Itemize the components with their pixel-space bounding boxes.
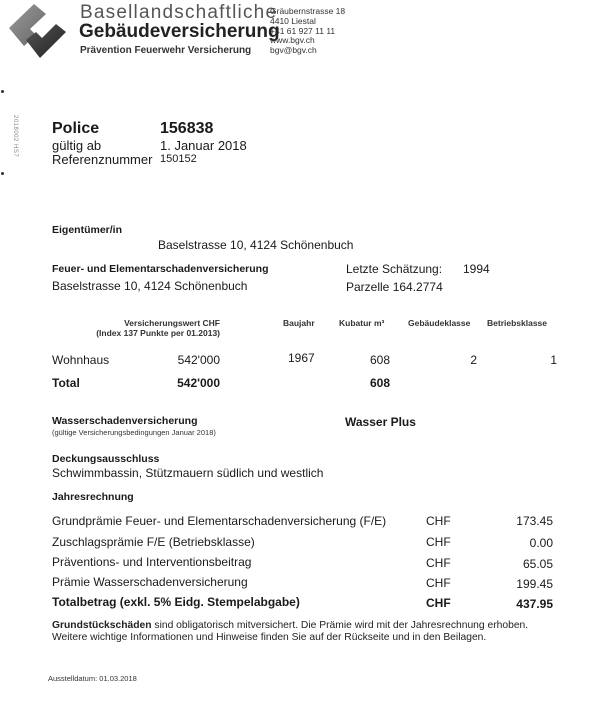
header-year: Baujahr (283, 318, 315, 328)
header-insured-value-line2: (Index 137 Punkte per 01.2013) (96, 328, 220, 338)
reference-label: Referenznummer (52, 152, 153, 167)
parcel-number: Parzelle 164.2774 (346, 280, 443, 294)
invoice-total-currency: CHF (426, 596, 451, 610)
exclusion-title: Deckungsausschluss (52, 453, 160, 465)
insured-value: 542'000 (177, 353, 220, 367)
header-cube: Kubatur m³ (339, 318, 385, 328)
owner-title: Eigentümer/in (52, 224, 123, 236)
invoice-item-label: Prämie Wasserschadenversicherung (52, 575, 248, 589)
last-estimate-label: Letzte Schätzung: (346, 262, 443, 276)
exclusion-text: Schwimmbassin, Stützmauern südlich und westlich (52, 466, 324, 480)
invoice-item-amount: 0.00 (529, 536, 553, 550)
address-street: Gräubernstrasse 18 (270, 6, 346, 16)
brand-name-line2: Gebäudeversicherung (79, 21, 280, 42)
invoice-item-currency: CHF (426, 514, 451, 528)
company-address (270, 7, 345, 56)
punch-mark-top (1, 90, 4, 93)
coverage-note-bold: Grundstückschäden (52, 620, 152, 631)
address-city: 4410 Liestal (270, 15, 316, 26)
police-label: Police (52, 120, 100, 137)
water-insurance-product: Wasser Plus (345, 415, 416, 429)
building-type: Wohnhaus (52, 353, 110, 367)
coverage-note-text: sind obligatorisch mitversichert. Die Prämie wird mit der Jahresrechnung erhoben. Weitere wichtige Informationen und Hinweise finden Sie auf der Rückseite und in den Beilagen. (52, 620, 529, 643)
water-insurance-subtitle: (gültige Versicherungsbedingungen Januar 2018) (52, 428, 216, 437)
bgv-logo-icon (6, 2, 68, 64)
brand-tagline: Prävention Feuerwehr Versicherung (80, 45, 252, 56)
building-class: 2 (470, 353, 477, 367)
invoice-item-currency: CHF (426, 576, 451, 590)
cube-volume: 608 (369, 353, 390, 367)
punch-mark-bottom (1, 172, 4, 175)
total-insured-value: 542'000 (177, 376, 220, 390)
address-website: www.bgv.ch (270, 35, 315, 46)
header-insured-value-line1: Versicherungswert CHF (124, 318, 220, 328)
address-email: bgv@bgv.ch (270, 45, 317, 56)
water-insurance-title: Wasserschadenversicherung (52, 415, 198, 427)
fire-insurance-title: Feuer- und Elementarschadenversicherung (52, 263, 269, 275)
invoice-item-amount: 199.45 (516, 577, 553, 591)
police-number: 156838 (160, 120, 214, 137)
invoice-title: Jahresrechnung (52, 491, 134, 503)
invoice-item-amount: 65.05 (522, 557, 553, 571)
brand-name-line1: Basellandschaftliche (80, 2, 278, 23)
issue-date: Ausstelldatum: 01.03.2018 (48, 674, 137, 683)
invoice-item-amount: 173.45 (516, 514, 553, 528)
address-phone: +41 61 927 11 11 (270, 25, 336, 36)
invoice-total-label: Totalbetrag (exkl. 5% Eidg. Stempelabgabe) (52, 595, 300, 609)
invoice-item-label: Zuschlagsprämie F/E (Betriebsklasse) (52, 535, 255, 549)
reference-number: 150152 (160, 153, 197, 165)
total-label: Total (52, 376, 80, 390)
construction-year: 1967 (288, 351, 315, 365)
header-operating-class: Betriebsklasse (487, 318, 548, 328)
total-cube-volume: 608 (369, 376, 390, 390)
header-insured-value (96, 318, 220, 338)
last-estimate-year: 1994 (463, 262, 490, 276)
coverage-note (52, 620, 532, 643)
valid-from-value: 1. Januar 2018 (160, 138, 247, 153)
side-code: 2018002 HS7 (12, 115, 18, 158)
fire-insurance-address: Baselstrasse 10, 4124 Schönenbuch (52, 279, 248, 293)
valid-from-label: gültig ab (52, 138, 102, 153)
operating-class: 1 (550, 353, 557, 367)
header-building-class: Gebäudeklasse (408, 318, 471, 328)
invoice-item-label: Grundprämie Feuer- und Elementarschadenversicherung (F/E) (52, 514, 387, 528)
invoice-item-currency: CHF (426, 556, 451, 570)
owner-address: Baselstrasse 10, 4124 Schönenbuch (158, 238, 354, 252)
invoice-total-amount: 437.95 (516, 597, 553, 611)
invoice-item-currency: CHF (426, 535, 451, 549)
invoice-item-label: Präventions- und Interventionsbeitrag (52, 555, 252, 569)
